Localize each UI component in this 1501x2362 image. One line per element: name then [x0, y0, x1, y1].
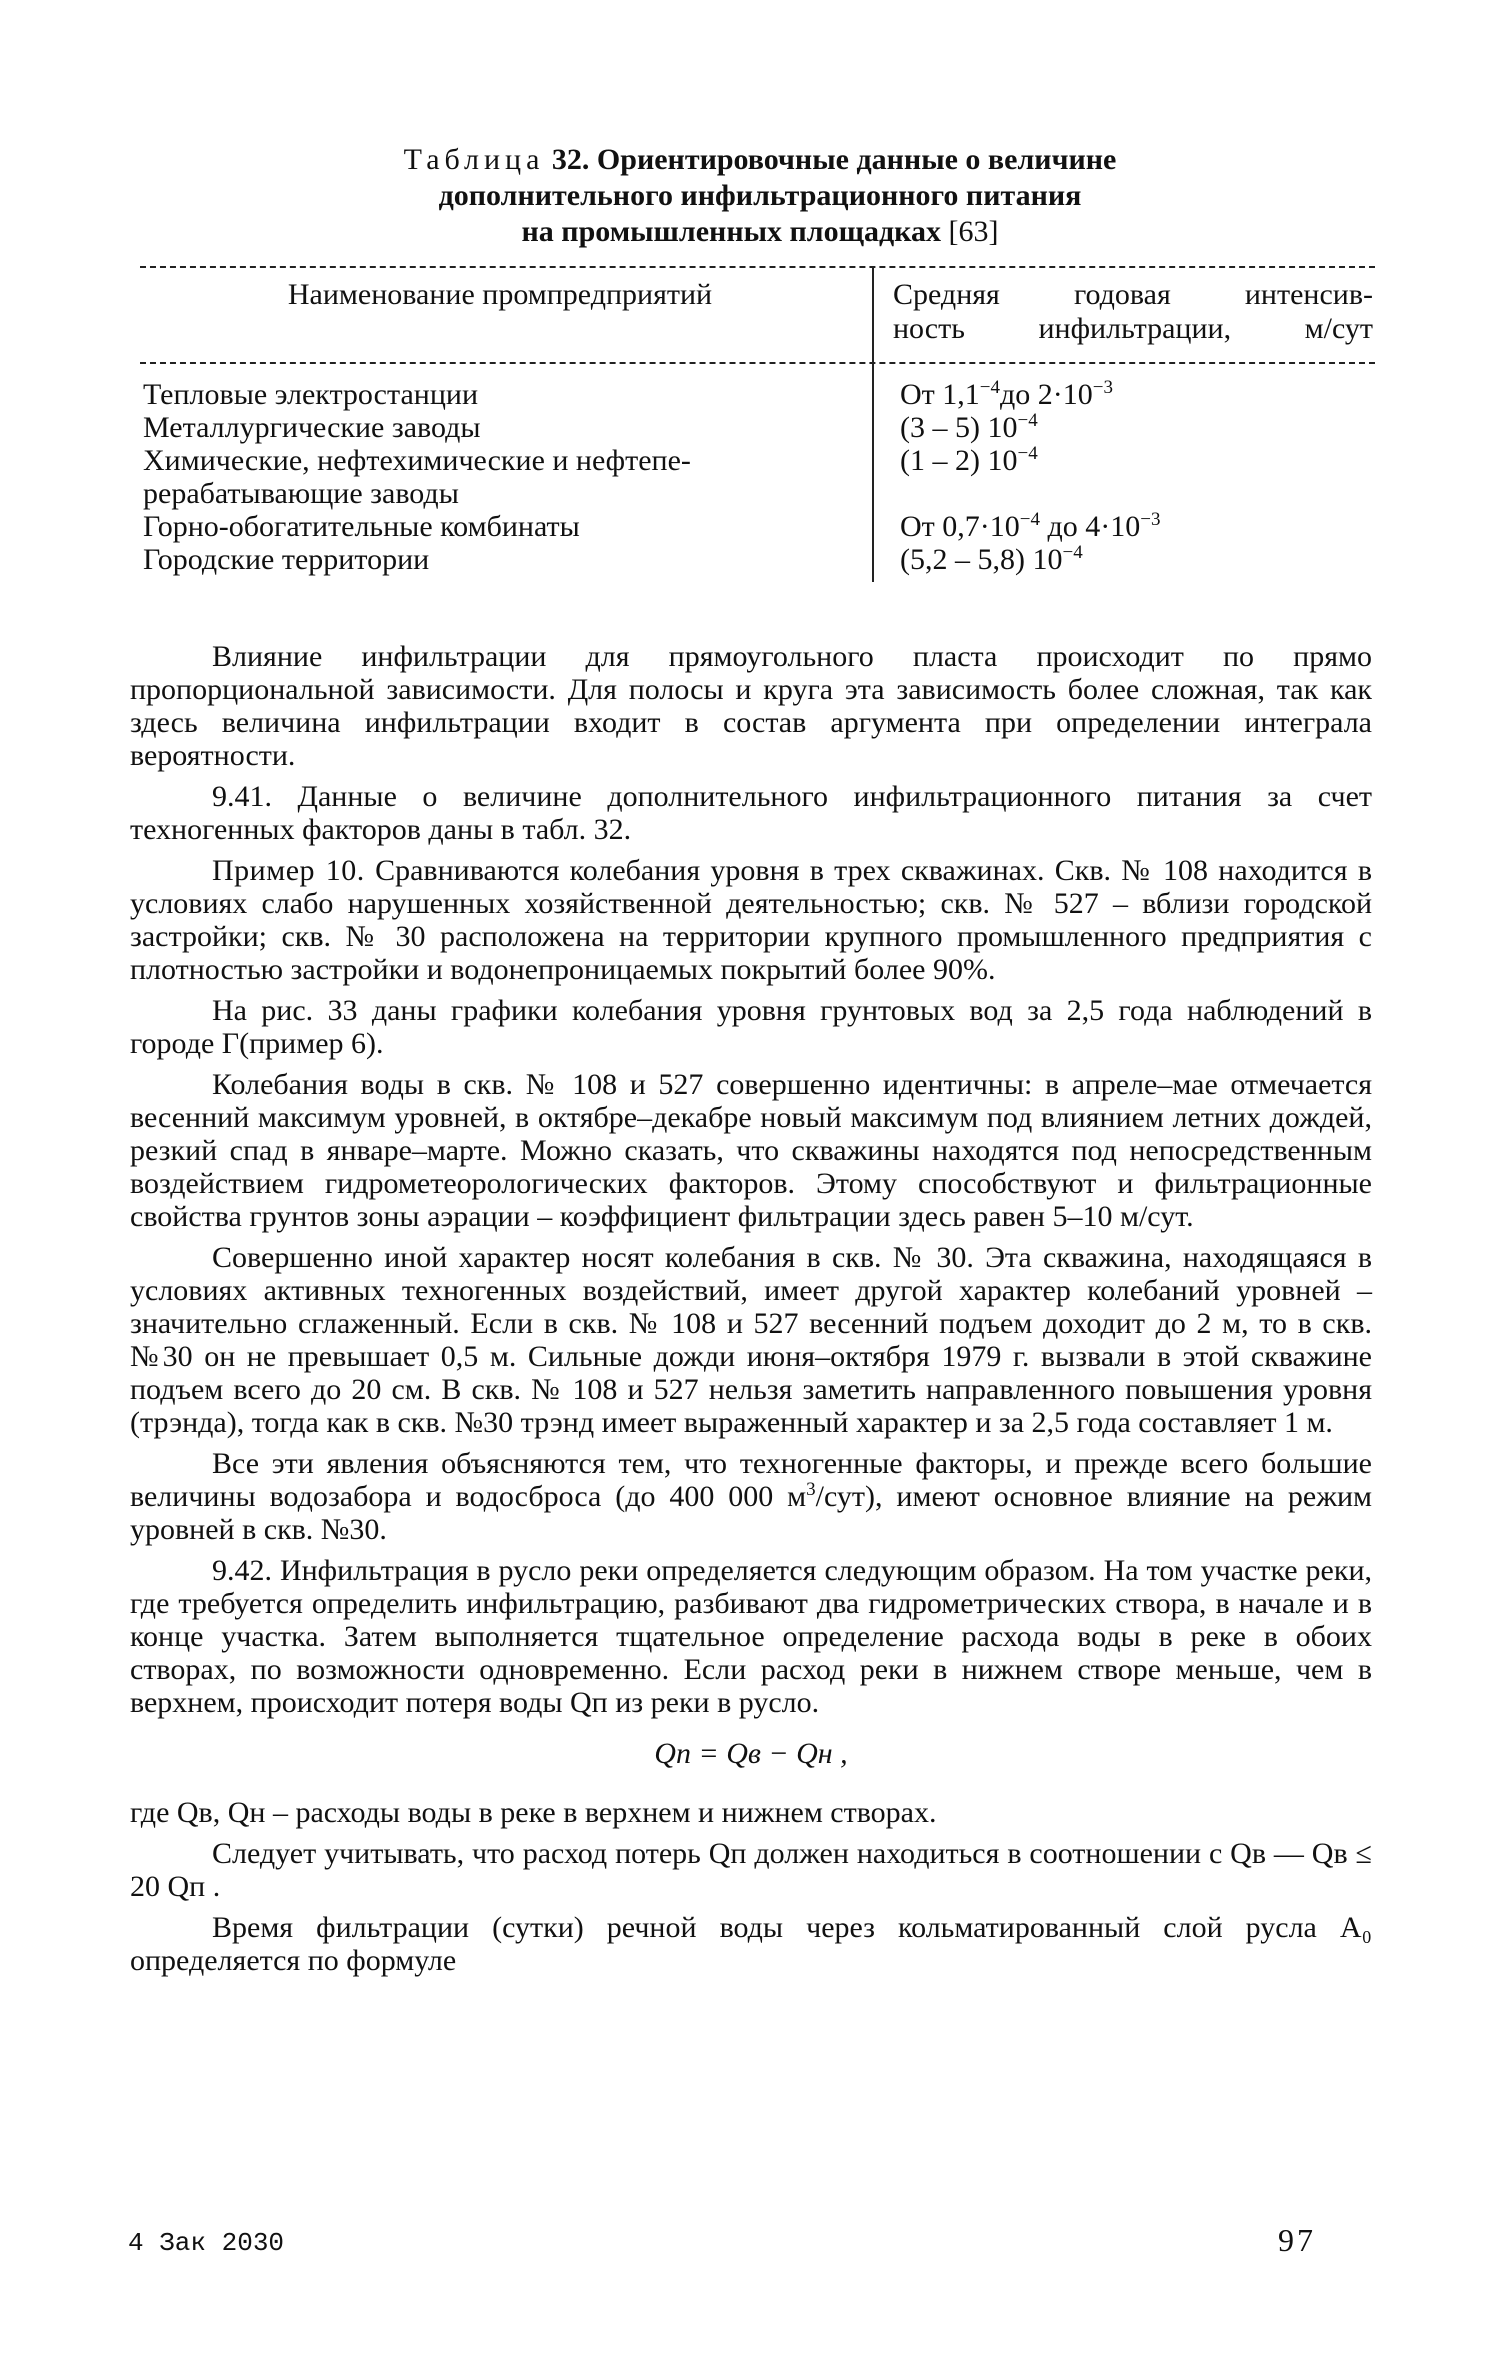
- page-number: 97: [1278, 2222, 1316, 2258]
- table-column-divider: [872, 266, 874, 582]
- table-row-value: От $1,1^{-4}до$ $2\cdot 10^{-3}$: [900, 377, 1113, 411]
- caption-label: Таблица: [403, 143, 545, 176]
- table-row-value: (5,2 – 5,8) $10^{-4}$: [900, 542, 1083, 576]
- body-text: [130, 640, 1372, 1985]
- print-signature: 4 Зак 2030: [128, 2228, 285, 2258]
- table-header-rule: [140, 362, 1375, 364]
- paragraph: где Qв, Qн – расходы воды в реке в верхнем и нижнем створах.: [130, 1796, 937, 1829]
- table-header-name: Наименование промпредприятий: [287, 278, 713, 311]
- paragraph: Колебания воды в скв. № 108 и 527 совершенно идентичны: в апреле–мае отмечается весенний максимум уровней, в октябре–декабре новый максимум под влиянием летних дождей, резкий спад в январе–марте. Можно сказать, что скважины находятся под непосредственным воздействием гидрометеорологических факторов. Этому способствуют и фильтрационные свойства грунтов зоны аэрации – коэффициент фильтрации здесь равен 5–10 м/сут.: [130, 1068, 1372, 1233]
- caption-reference: [63]: [948, 215, 999, 248]
- table-row-name: Горно-обогатительные комбинаты: [143, 510, 580, 543]
- table-row-name: Химические, нефтехимические и нефтепе-: [143, 444, 691, 477]
- paragraph: 9.41. Данные о величине дополнительного инфильтрационного питания за счет техногенных факторов даны в табл. 32.: [130, 780, 1372, 846]
- table-top-rule: [140, 266, 1375, 268]
- table-header-intensity: Средняя годовая интенсив- ность инфильтрации, м/сут: [893, 278, 1373, 345]
- caption-number-title: 32. Ориентировочные данные о величине: [551, 143, 1117, 176]
- table-row-name: рерабатывающие заводы: [143, 477, 459, 510]
- table-row-name: Городские территории: [143, 543, 430, 576]
- table-row-name: Металлургические заводы: [143, 411, 481, 444]
- paragraph: 9.42. Инфильтрация в русло реки определяется следующим образом. На том участке реки, где требуется определить инфильтрацию, разбивают два гидрометрических створа, в начале и в конце участка. Затем выполняется тщательное определение расхода воды в реке в обоих створах, по возможности одновременно. Если расход реки в нижнем створе меньше, чем в верхнем, происходит потеря воды Qп из реки в русло.: [130, 1554, 1372, 1719]
- paragraph: Все эти явления объясняются тем, что техногенные факторы, и прежде всего большие величины водозабора и водосброса (до 400 000 $м^3/сут$), имеют основное влияние на режим уровней в скв. №30.: [130, 1447, 1372, 1546]
- table-column-values: [900, 378, 1370, 576]
- paragraph: Время фильтрации (сутки) речной воды через кольматированный слой русла A₀ определяется по формуле: [130, 1911, 1372, 1977]
- caption-line-2: дополнительного инфильтрационного питания: [438, 179, 1082, 212]
- table-column-names: [143, 378, 863, 576]
- table-caption: [140, 142, 1380, 250]
- paragraph: Влияние инфильтрации для прямоугольного пласта происходит по прямо пропорциональной зависимости. Для полосы и круга эта зависимость более сложная, так как здесь величина инфильтрации входит в состав аргумента при определении интеграла вероятности.: [130, 640, 1372, 772]
- table-row-value: (3 – 5) $10^{-4}$: [900, 410, 1038, 444]
- paragraph: На рис. 33 даны графики колебания уровня грунтовых вод за 2,5 года наблюдений в городе Г(пример 6).: [130, 994, 1372, 1060]
- table-row-value: От $0,7\cdot 10^{-4}$ до $4\cdot 10^{-3}$: [900, 509, 1161, 543]
- caption-line-3: на промышленных площадках: [521, 215, 941, 248]
- paragraph: Совершенно иной характер носят колебания в скв. № 30. Эта скважина, находящаяся в условиях активных техногенных воздействий, имеет другой характер колебаний уровней – значительно сглаженный. Если в скв. № 108 и 527 весенний подъем доходит до 2 м, то в скв. №30 он не превышает 0,5 м. Сильные дожди июня–октября 1979 г. вызвали в этой скважине подъем всего до 20 см. В скв. № 108 и 527 нельзя заметить направленного повышения уровня (трэнда), тогда как в скв. №30 трэнд имеет выраженный характер и за 2,5 года составляет 1 м.: [130, 1241, 1372, 1439]
- paragraph: Пример 10. Сравниваются колебания уровня в трех скважинах. Скв. № 108 находится в условиях слабо нарушенных хозяйственной деятельностью; скв. № 527 – вблизи городской застройки; скв. № 30 расположена на территории крупного промышленного предприятия с плотностью застройки и водонепроницаемых покрытий более 90%.: [130, 854, 1372, 986]
- paragraph: Следует учитывать, что расход потерь Qп должен находиться в соотношении с Qв — Qв ≤ 20 Qп .: [130, 1837, 1372, 1903]
- table-row-value: (1 – 2) $10^{-4}$: [900, 443, 1038, 477]
- table-row-name: Тепловые электростанции: [143, 378, 479, 411]
- example-label: Пример 10.: [212, 854, 365, 887]
- formula: Qп = Qв − Qн ,: [654, 1737, 848, 1770]
